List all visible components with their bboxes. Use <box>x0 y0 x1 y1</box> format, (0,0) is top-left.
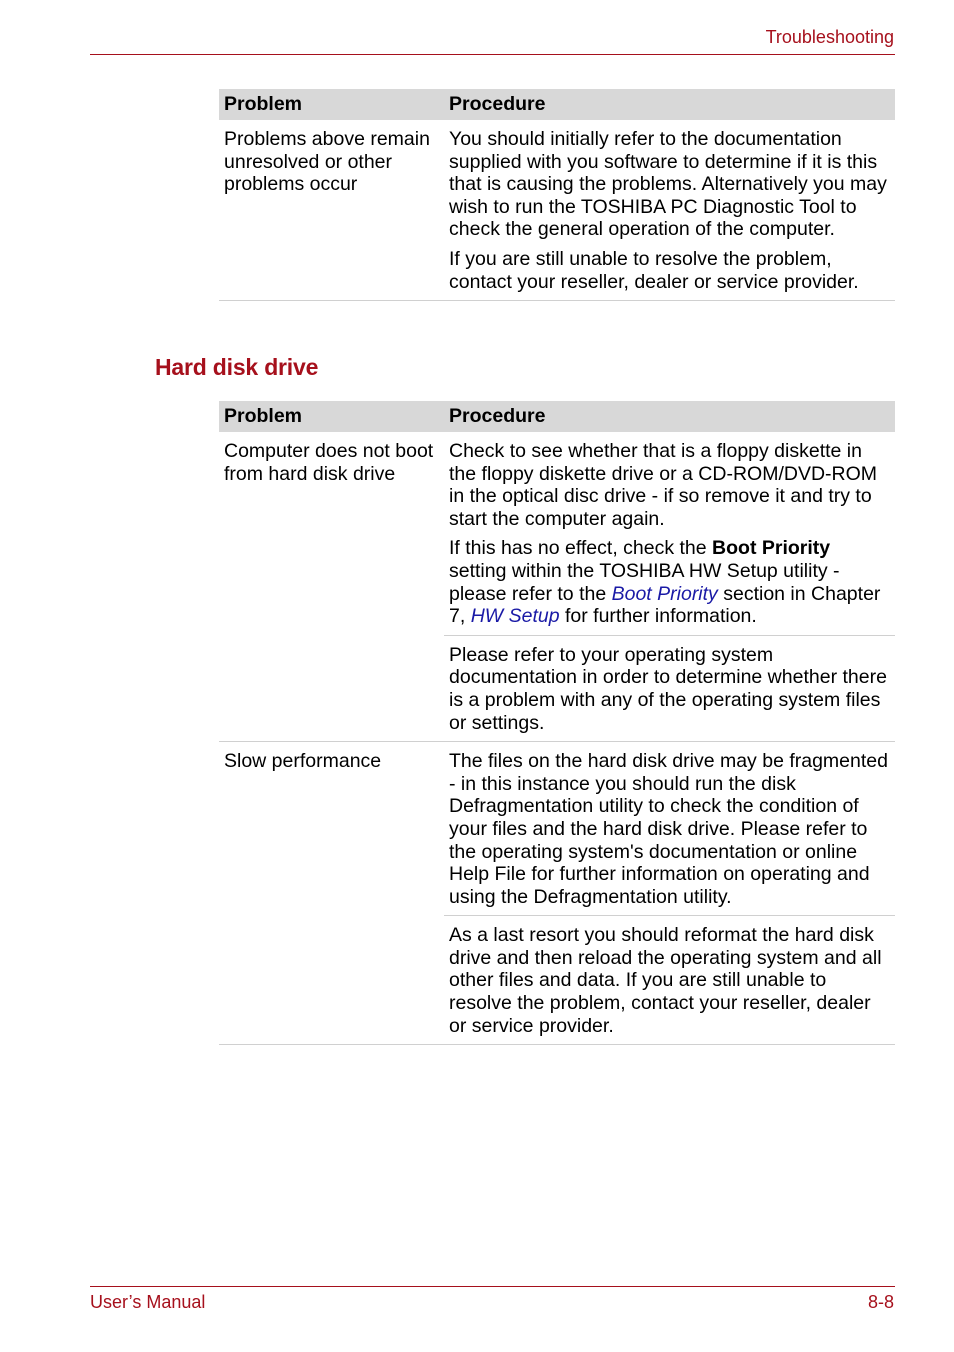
running-header: Troubleshooting <box>765 27 894 47</box>
procedure-cell <box>444 916 895 1045</box>
problem-text: Problems above remain unresolved or other problems occur <box>224 128 430 196</box>
procedure-paragraph <box>449 537 890 627</box>
procedure-text: section in Chapter 7, <box>449 582 881 628</box>
procedure-cell <box>444 742 895 916</box>
problem-text: Computer does not boot from hard disk drive <box>224 440 434 485</box>
header-rule <box>90 54 895 55</box>
procedure-paragraph: If you are still unable to resolve the problem, contact your reseller, dealer or service provider. <box>449 247 859 293</box>
hw-setup-link[interactable]: HW Setup <box>470 605 560 628</box>
page-number: 8-8 <box>867 1292 894 1312</box>
procedure-paragraph: You should initially refer to the documentation supplied with you software to determine if it is this that is causing the problems. Alternatively you may wish to run the TOSHIBA PC Diagnostic Tool to check the general operation of the computer. <box>449 128 887 241</box>
table-row <box>219 120 895 301</box>
problem-procedure-table-hard-disk <box>219 401 895 1045</box>
boot-priority-link[interactable]: Boot Priority <box>611 582 718 605</box>
procedure-cell <box>444 432 895 635</box>
column-header-procedure: Procedure <box>444 89 895 120</box>
table-row <box>219 742 895 916</box>
procedure-paragraph: As a last resort you should reformat the hard disk drive and then reload the operating system and all other files and data. If you are still unable to resolve the problem, contact your reseller, dealer or service provider. <box>449 924 882 1037</box>
procedure-paragraph: The files on the hard disk drive may be fragmented - in this instance you should run the disk Defragmentation utility to check the condition of your files and the hard disk drive. Please refer to the operating system's documentation or online Help File for further information on operating and using the Defragmentation utility. <box>449 750 888 908</box>
column-header-problem: Problem <box>219 401 444 432</box>
procedure-text: setting within the TOSHIBA HW Setup utility - please refer to the <box>449 559 840 605</box>
problem-text: Slow performance <box>224 750 382 773</box>
table-header-row <box>219 401 895 432</box>
procedure-text: If this has no effect, check the <box>449 537 713 560</box>
problem-cell <box>219 432 444 742</box>
column-header-problem: Problem <box>219 89 444 120</box>
procedure-paragraph: Please refer to your operating system documentation in order to determine whether there is a problem with any of the operating system files or settings. <box>449 643 887 734</box>
table-header-row <box>219 89 895 120</box>
footer-rule <box>90 1286 895 1287</box>
procedure-paragraph: Check to see whether that is a floppy diskette in the floppy diskette drive or a CD-ROM/DVD-ROM in the optical disc drive - if so remove it and try to start the computer again. <box>449 440 878 530</box>
problem-cell <box>219 742 444 1045</box>
procedure-cell <box>444 120 895 301</box>
problem-procedure-table-general <box>219 89 895 301</box>
boot-priority-term: Boot Priority <box>712 537 831 560</box>
problem-cell <box>219 120 444 301</box>
footer-manual-title: User’s Manual <box>90 1292 206 1312</box>
table-row <box>219 432 895 635</box>
procedure-cell <box>444 635 895 741</box>
procedure-text: for further information. <box>559 605 757 628</box>
column-header-procedure: Procedure <box>444 401 895 432</box>
section-heading: Hard disk drive <box>155 354 319 380</box>
